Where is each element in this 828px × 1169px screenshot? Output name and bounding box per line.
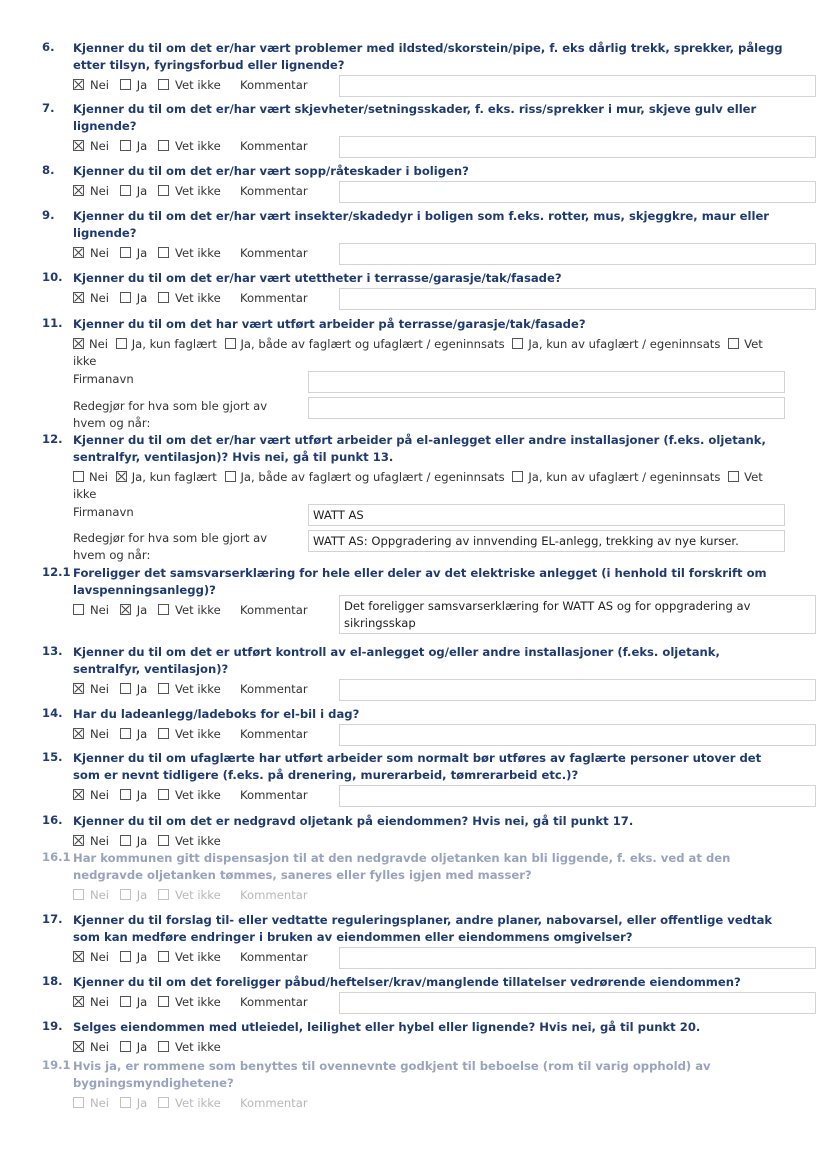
- checkbox-no[interactable]: [73, 140, 84, 151]
- checkbox-yes[interactable]: [120, 683, 131, 694]
- checkbox-yes[interactable]: [120, 835, 131, 846]
- comment-field[interactable]: [339, 947, 816, 969]
- question-text: Kjenner du til om det foreligger påbud/heftelser/krav/manglende tillatelser vedrørende eiendommen?: [73, 975, 741, 989]
- explain-field[interactable]: WATT AS: Oppgradering av innvending EL-anlegg, trekking av nye kurser.: [308, 530, 785, 552]
- checkbox-no[interactable]: [73, 79, 84, 90]
- firm-label: Firmanavn: [73, 372, 134, 386]
- checkbox-unknown[interactable]: [158, 728, 169, 739]
- checkbox-unknown[interactable]: [158, 1041, 169, 1052]
- question-12-1: [42, 565, 787, 630]
- answer-options: Nei Ja Vet ikke: [73, 833, 787, 850]
- question-text: Kjenner du til om det er nedgravd oljetank på eiendommen? Hvis nei, gå til punkt 17.: [73, 814, 634, 828]
- comment-field[interactable]: [339, 243, 816, 265]
- question-text: Selges eiendommen med utleiedel, leilighet eller hybel eller lignende? Hvis nei, gå til punkt 20.: [73, 1020, 701, 1034]
- checkbox-unknown[interactable]: [158, 604, 169, 615]
- checkbox-no[interactable]: [73, 471, 84, 482]
- question-number: 19.1: [42, 1058, 71, 1072]
- checkbox-no[interactable]: [73, 996, 84, 1007]
- comment-label: Kommentar: [240, 246, 308, 260]
- question-text: Kjenner du til om det har vært utført arbeider på terrasse/garasje/tak/fasade?: [73, 317, 586, 331]
- question-text: Kjenner du til om det er/har vært insekter/skadedyr i boligen som f.eks. rotter, mus, skjeggkre, maur eller lignende?: [73, 209, 770, 240]
- explain-label: Redegjør for hva som ble gjort av hvem og når:: [73, 399, 268, 430]
- question-19-1: [42, 1058, 787, 1112]
- comment-label: Kommentar: [240, 682, 308, 696]
- checkbox-unknown[interactable]: [158, 185, 169, 196]
- question-text: Har kommunen gitt dispensasjon til at den nedgravde oljetanken kan bli liggende, f. eks. ved at den nedgravde oljetanken tømmes, saneres eller fylles igjen med masser?: [73, 851, 731, 882]
- comment-field[interactable]: [339, 724, 816, 746]
- question-14: [42, 706, 787, 743]
- question-text: Kjenner du til om det er/har vært sopp/råteskader i boligen?: [73, 164, 469, 178]
- question-number: 19.: [42, 1019, 63, 1033]
- checkbox-yes[interactable]: [120, 789, 131, 800]
- checkbox-unknown[interactable]: [158, 996, 169, 1007]
- checkbox-no[interactable]: [73, 1041, 84, 1052]
- question-number: 16.1: [42, 850, 71, 864]
- checkbox-no[interactable]: [73, 247, 84, 258]
- comment-field[interactable]: [339, 785, 816, 807]
- checkbox-yes[interactable]: [120, 247, 131, 258]
- answer-options: Nei Ja Vet ikke Kommentar: [73, 681, 787, 698]
- question-16: [42, 813, 787, 850]
- answer-options: Nei Ja Vet ikke Kommentar: [73, 887, 787, 904]
- checkbox-unknown[interactable]: [158, 247, 169, 258]
- comment-field[interactable]: [339, 75, 816, 97]
- answer-options: Nei Ja Vet ikke Kommentar: [73, 994, 787, 1011]
- question-text: Kjenner du til om det er/har vært problemer med ildsted/skorstein/pipe, f. eks dårlig trekk, sprekker, pålegg etter tilsyn, fyringsforbud eller lignende?: [73, 41, 783, 72]
- checkbox-unknown[interactable]: [158, 292, 169, 303]
- question-number: 15.: [42, 750, 63, 764]
- answer-options: Nei Ja Vet ikke: [73, 1039, 787, 1056]
- checkbox-yes[interactable]: [120, 604, 131, 615]
- question-10: [42, 270, 787, 307]
- question-12: [42, 432, 787, 562]
- checkbox-no[interactable]: [73, 683, 84, 694]
- question-text: Hvis ja, er rommene som benyttes til ovennevnte godkjent til beboelse (rom til varig opphold) av bygningsmyndighetene?: [73, 1059, 711, 1090]
- comment-field[interactable]: [339, 992, 816, 1014]
- comment-label: Kommentar: [240, 139, 308, 153]
- question-text: Har du ladeanlegg/ladeboks for el-bil i dag?: [73, 707, 360, 721]
- question-text: Kjenner du til om ufaglærte har utført arbeider som normalt bør utføres av faglærte personer utover det som er nevnt tidligere (f.eks. på drenering, murerarbeid, tømrerarbeid etc.)?: [73, 751, 762, 782]
- question-18: [42, 974, 787, 1011]
- checkbox-unknown[interactable]: [158, 835, 169, 846]
- explain-field[interactable]: [308, 397, 785, 419]
- question-number: 10.: [42, 270, 63, 284]
- comment-field[interactable]: [339, 181, 816, 203]
- comment-field[interactable]: [339, 136, 816, 158]
- question-number: 16.: [42, 813, 63, 827]
- checkbox-unskilled[interactable]: [512, 471, 523, 482]
- firm-field[interactable]: WATT AS: [308, 504, 785, 526]
- answer-options: Nei Ja Vet ikke Kommentar: [73, 787, 787, 804]
- question-number: 17.: [42, 912, 63, 926]
- question-9: [42, 208, 787, 262]
- answer-options: Nei Ja, kun faglært Ja, både av faglært og ufaglært / egeninnsats Ja, kun av ufaglært / egeninnsats Vet ikke: [73, 337, 763, 368]
- checkbox-unknown[interactable]: [158, 789, 169, 800]
- comment-field[interactable]: Det foreligger samsvarserklæring for WATT AS og for oppgradering av sikringsskap: [339, 595, 816, 634]
- comment-label: Kommentar: [240, 995, 308, 1009]
- question-17: [42, 912, 787, 966]
- checkbox-yes[interactable]: [120, 292, 131, 303]
- answer-options: Nei Ja Vet ikke Kommentar: [73, 290, 787, 307]
- answer-options: Nei Ja Vet ikke Kommentar: [73, 183, 787, 200]
- question-16-1: [42, 850, 787, 904]
- explain-label: Redegjør for hva som ble gjort av hvem og når:: [73, 531, 268, 562]
- answer-options: Nei Ja Vet ikke Kommentar: [73, 77, 787, 94]
- question-text: Kjenner du til forslag til- eller vedtatte reguleringsplaner, andre planer, nabovarsel, eller offentlige vedtak som kan medføre endringer i bruken av eiendommen eller eiendommens omgivelser?: [73, 913, 773, 944]
- question-number: 14.: [42, 706, 63, 720]
- question-15: [42, 750, 787, 804]
- checkbox-yes[interactable]: [120, 185, 131, 196]
- checkbox-both[interactable]: [225, 471, 236, 482]
- checkbox-no[interactable]: [73, 728, 84, 739]
- checkbox-skilled[interactable]: [116, 471, 127, 482]
- question-number: 7.: [42, 101, 55, 115]
- checkbox-unknown[interactable]: [728, 338, 739, 349]
- checkbox-skilled[interactable]: [116, 338, 127, 349]
- checkbox-yes[interactable]: [120, 951, 131, 962]
- firm-label: Firmanavn: [73, 505, 134, 519]
- answer-options: Nei Ja Vet ikke Kommentar Det foreligger samsvarserklæring for WATT AS og for oppgradering av sikringsskap: [73, 602, 787, 619]
- question-number: 12.1: [42, 565, 71, 579]
- question-number: 8.: [42, 163, 55, 177]
- comment-label: Kommentar: [240, 603, 308, 617]
- question-text: Kjenner du til om det er/har vært utført arbeider på el-anlegget eller andre installasjoner (f.eks. oljetank, sentralfyr, ventilasjon)? Hvis nei, gå til punkt 13.: [73, 433, 766, 464]
- answer-options: Nei Ja Vet ikke Kommentar: [73, 726, 787, 743]
- checkbox-unknown[interactable]: [158, 140, 169, 151]
- answer-options: Nei Ja Vet ikke Kommentar: [73, 949, 787, 966]
- firm-field[interactable]: [308, 371, 785, 393]
- checkbox-no[interactable]: [73, 604, 84, 615]
- question-8: [42, 163, 787, 200]
- checkbox-no[interactable]: [73, 951, 84, 962]
- checkbox-no[interactable]: [73, 292, 84, 303]
- answer-options: Nei Ja Vet ikke Kommentar: [73, 138, 787, 155]
- comment-label: Kommentar: [240, 950, 308, 964]
- answer-options: Nei Ja, kun faglært Ja, både av faglært og ufaglært / egeninnsats Ja, kun av ufaglært / egeninnsats Vet ikke: [73, 470, 763, 501]
- comment-label: Kommentar: [240, 727, 308, 741]
- comment-field[interactable]: [339, 679, 816, 701]
- question-text: Kjenner du til om det er/har vært skjevheter/setningsskader, f. eks. riss/sprekker i mur, skjeve gulv eller lignende?: [73, 102, 757, 133]
- checkbox-unknown[interactable]: [158, 683, 169, 694]
- answer-options: Nei Ja Vet ikke Kommentar: [73, 245, 787, 262]
- question-text: Kjenner du til om det er/har vært utettheter i terrasse/garasje/tak/fasade?: [73, 271, 562, 285]
- comment-label: Kommentar: [240, 788, 308, 802]
- question-13: [42, 644, 787, 698]
- question-11: [42, 316, 787, 430]
- checkbox-yes[interactable]: [120, 1041, 131, 1052]
- checkbox-no[interactable]: [73, 1097, 84, 1108]
- checkbox-unknown[interactable]: [728, 471, 739, 482]
- checkbox-unknown[interactable]: [158, 1097, 169, 1108]
- question-7: [42, 101, 787, 155]
- question-number: 11.: [42, 316, 63, 330]
- comment-label: Kommentar: [240, 78, 308, 92]
- question-19: [42, 1019, 787, 1056]
- checkbox-no[interactable]: [73, 835, 84, 846]
- comment-label: Kommentar: [240, 291, 308, 305]
- comment-label: Kommentar: [240, 1096, 308, 1110]
- question-number: 18.: [42, 974, 63, 988]
- comment-label: Kommentar: [240, 184, 308, 198]
- question-number: 12.: [42, 432, 63, 446]
- checkbox-unknown[interactable]: [158, 889, 169, 900]
- checkbox-yes[interactable]: [120, 889, 131, 900]
- checkbox-no[interactable]: [73, 338, 84, 349]
- question-text: Foreligger det samsvarserklæring for hele eller deler av det elektriske anlegget (i henhold til forskrift om lavspenningsanlegg)?: [73, 566, 767, 597]
- question-number: 9.: [42, 208, 55, 222]
- checkbox-no[interactable]: [73, 789, 84, 800]
- checkbox-no[interactable]: [73, 889, 84, 900]
- checkbox-unknown[interactable]: [158, 951, 169, 962]
- checkbox-yes[interactable]: [120, 996, 131, 1007]
- checkbox-yes[interactable]: [120, 1097, 131, 1108]
- comment-field[interactable]: [339, 288, 816, 310]
- checkbox-yes[interactable]: [120, 79, 131, 90]
- question-6: [42, 40, 787, 94]
- question-number: 13.: [42, 644, 63, 658]
- checkbox-unskilled[interactable]: [512, 338, 523, 349]
- question-number: 6.: [42, 40, 55, 54]
- checkbox-yes[interactable]: [120, 728, 131, 739]
- checkbox-both[interactable]: [225, 338, 236, 349]
- checkbox-unknown[interactable]: [158, 79, 169, 90]
- comment-label: Kommentar: [240, 888, 308, 902]
- checkbox-no[interactable]: [73, 185, 84, 196]
- checkbox-yes[interactable]: [120, 140, 131, 151]
- question-text: Kjenner du til om det er utført kontroll av el-anlegget og/eller andre installasjoner (f.eks. oljetank, sentralfyr, ventilasjon)?: [73, 645, 720, 676]
- answer-options: Nei Ja Vet ikke Kommentar: [73, 1095, 787, 1112]
